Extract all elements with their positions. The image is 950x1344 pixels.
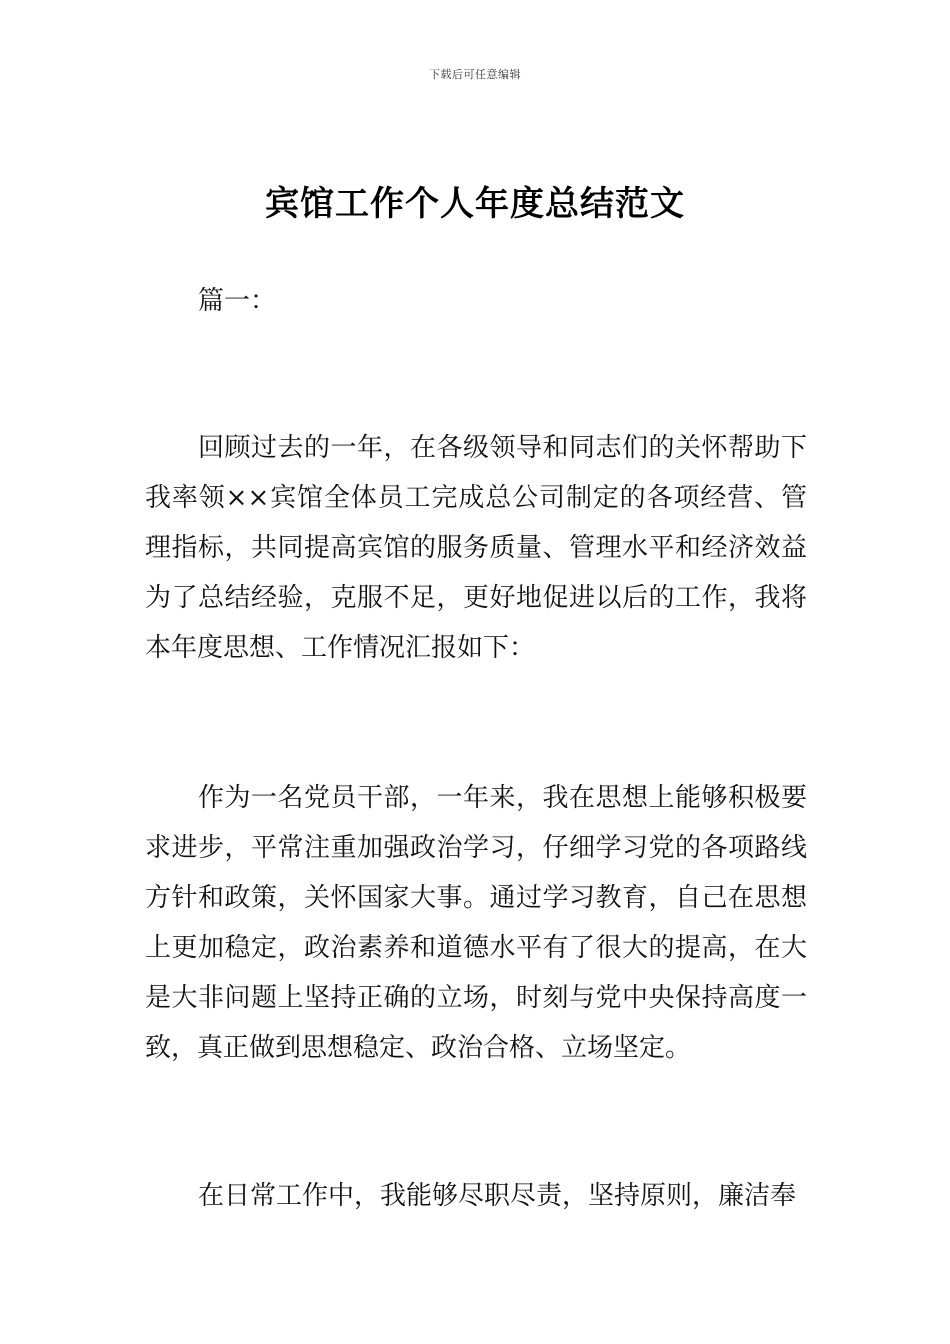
paragraph-3: 在日常工作中，我能够尽职尽责，坚持原则，廉洁奉 (198, 1181, 797, 1211)
header-note: 下载后可任意编辑 (429, 68, 521, 81)
section-label: 篇一： (198, 286, 277, 316)
document-title: 宾馆工作个人年度总结范文 (265, 184, 685, 224)
paragraph-2: 作为一名党员干部，一年来，我在思想上能够积极要求进步，平常注重加强政治学习，仔细学习党的各项路线方针和政策，关怀国家大事。通过学习教育，自己在思想上更加稳定，政治素养和道德水平有了很大的提高，在大是大非问题上坚持正确的立场，时刻与党中央保持高度一致，真正做到思想稳定、政治合格、立场坚定。 (145, 783, 807, 1063)
paragraph-1: 回顾过去的一年，在各级领导和同志们的关怀帮助下我率领××宾馆全体员工完成总公司制定的各项经营、管理指标，共同提高宾馆的服务质量、管理水平和经济效益为了总结经验，克服不足，更好地促进以后的工作，我将本年度思想、工作情况汇报如下： (145, 433, 807, 663)
